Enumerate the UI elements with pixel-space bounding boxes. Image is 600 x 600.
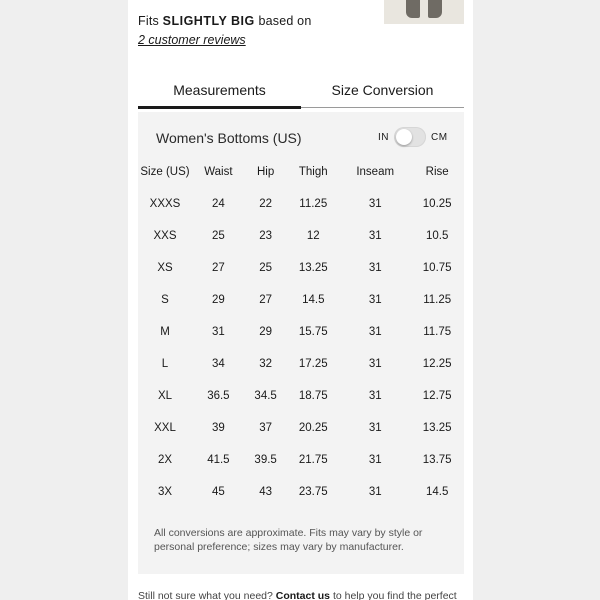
header-size: Size (US): [140, 166, 190, 178]
customer-reviews-link[interactable]: 2 customer reviews: [138, 33, 246, 47]
cell-thigh: 13.25: [298, 262, 328, 274]
cell-waist: 24: [211, 198, 225, 210]
chart-title: Women's Bottoms (US): [156, 130, 302, 146]
tab-size-conversion[interactable]: Size Conversion: [331, 82, 434, 98]
unit-label-in: IN: [378, 131, 389, 143]
table-row: [138, 380, 464, 412]
cell-size: XXL: [154, 422, 176, 434]
cell-hip: 34.5: [254, 390, 277, 402]
cell-waist: 36.5: [207, 390, 230, 402]
cell-rise: 10.5: [425, 230, 449, 242]
help-prefix: Still not sure what you need?: [138, 590, 273, 600]
table-row: [138, 412, 464, 444]
cell-thigh: 11.25: [299, 198, 328, 210]
header-hip: Hip: [256, 166, 275, 178]
trouser-leg-left: [406, 0, 420, 18]
size-guide-tabs: [138, 78, 464, 108]
cell-size: 3X: [157, 486, 173, 498]
size-table: [138, 156, 464, 508]
cell-inseam: 31: [368, 198, 382, 210]
header-rise: Rise: [425, 166, 449, 178]
table-row: [138, 252, 464, 284]
fit-summary: [138, 14, 312, 28]
fit-prefix: Fits: [138, 14, 159, 28]
cell-inseam: 31: [368, 262, 382, 274]
cell-inseam: 31: [368, 358, 382, 370]
measurements-card: [138, 112, 464, 574]
cell-rise: 10.75: [422, 262, 452, 274]
cell-hip: 43: [259, 486, 273, 498]
cell-rise: 14.5: [425, 486, 449, 498]
cell-waist: 27: [211, 262, 225, 274]
cell-size: XXXS: [149, 198, 181, 210]
table-row: [138, 348, 464, 380]
table-row: [138, 444, 464, 476]
cell-size: 2X: [157, 454, 173, 466]
tab-measurements[interactable]: Measurements: [138, 78, 301, 107]
trouser-leg-right: [428, 0, 442, 18]
cell-inseam: 31: [368, 294, 382, 306]
header-thigh: Thigh: [298, 166, 328, 178]
cell-hip: 25: [259, 262, 273, 274]
cell-size: M: [160, 326, 170, 338]
unit-switch[interactable]: [394, 127, 426, 147]
cell-rise: 10.25: [422, 198, 452, 210]
unit-toggle: [378, 127, 448, 147]
cell-hip: 37: [259, 422, 273, 434]
cell-waist: 25: [211, 230, 225, 242]
cell-hip: 32: [259, 358, 273, 370]
contact-us-link[interactable]: Contact us: [275, 590, 331, 600]
fit-verdict: SLIGHTLY BIG: [162, 14, 255, 28]
cell-thigh: 14.5: [302, 294, 325, 306]
cell-rise: 13.75: [422, 454, 452, 466]
cell-inseam: 31: [368, 422, 382, 434]
help-text: [138, 590, 457, 600]
cell-inseam: 31: [368, 454, 382, 466]
cell-inseam: 31: [368, 390, 382, 402]
cell-size: XS: [157, 262, 173, 274]
cell-hip: 39.5: [254, 454, 277, 466]
cell-thigh: 20.25: [298, 422, 328, 434]
unit-label-cm: CM: [431, 131, 448, 143]
cell-hip: 29: [259, 326, 273, 338]
cell-thigh: 18.75: [298, 390, 328, 402]
cell-waist: 39: [211, 422, 225, 434]
header-waist: Waist: [204, 166, 233, 178]
cell-waist: 41.5: [207, 454, 230, 466]
cell-rise: 12.75: [422, 390, 452, 402]
cell-waist: 34: [211, 358, 225, 370]
cell-size: S: [161, 294, 169, 306]
table-row: [138, 316, 464, 348]
cell-waist: 29: [211, 294, 225, 306]
cell-rise: 12.25: [422, 358, 452, 370]
conversion-note: All conversions are approximate. Fits may vary by style or personal preference; sizes may vary by manufacturer.: [154, 527, 423, 553]
size-guide-panel: [128, 0, 473, 600]
unit-switch-knob: [396, 129, 412, 145]
table-row: [138, 284, 464, 316]
cell-inseam: 31: [368, 486, 382, 498]
cell-rise: 11.75: [423, 326, 452, 338]
table-row: [138, 220, 464, 252]
cell-thigh: 23.75: [298, 486, 328, 498]
cell-thigh: 12: [306, 230, 320, 242]
help-suffix: to help you find the perfect: [332, 590, 457, 600]
cell-inseam: 31: [368, 230, 382, 242]
table-header-row: [138, 156, 464, 188]
cell-rise: 11.25: [423, 294, 452, 306]
cell-thigh: 17.25: [298, 358, 328, 370]
cell-rise: 13.25: [422, 422, 452, 434]
cell-thigh: 15.75: [298, 326, 328, 338]
cell-waist: 31: [211, 326, 225, 338]
fit-suffix: based on: [258, 14, 312, 28]
cell-hip: 23: [259, 230, 273, 242]
cell-size: L: [161, 358, 169, 370]
cell-hip: 22: [259, 198, 273, 210]
cell-size: XXS: [153, 230, 177, 242]
table-row: [138, 188, 464, 220]
cell-waist: 45: [211, 486, 225, 498]
header-inseam: Inseam: [356, 166, 395, 178]
table-row: [138, 476, 464, 508]
product-thumbnail[interactable]: [384, 0, 464, 24]
cell-inseam: 31: [368, 326, 382, 338]
cell-size: XL: [157, 390, 173, 402]
cell-thigh: 21.75: [298, 454, 328, 466]
cell-hip: 27: [259, 294, 273, 306]
